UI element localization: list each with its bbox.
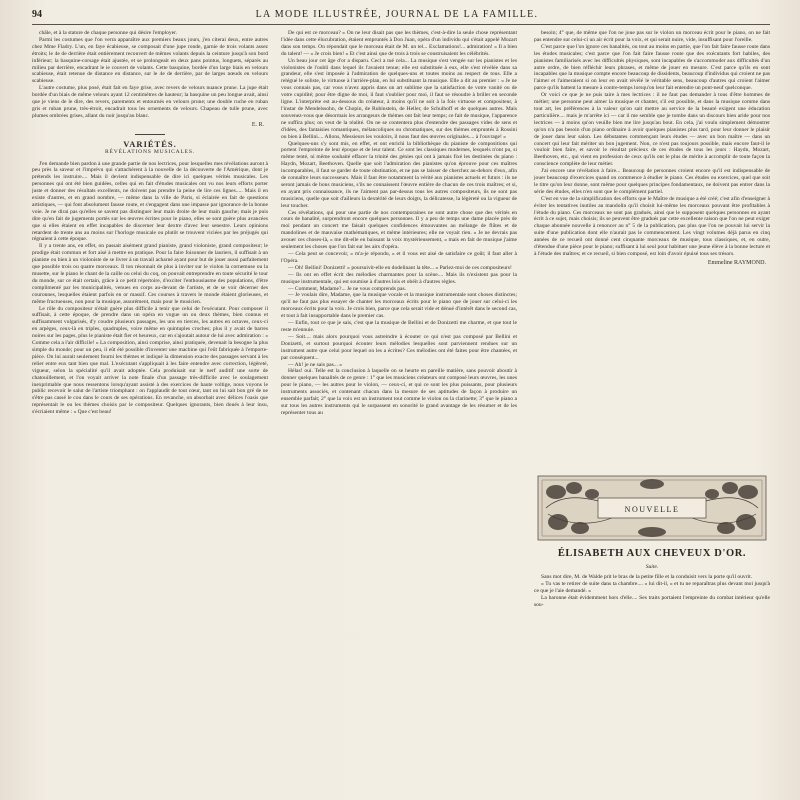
paragraph: — Oh! Bellini! Donizetti! » poursuivit-elle en dodelinant la tête... « Parlez-moi de ces compositeurs! <box>288 264 512 271</box>
paragraph: Quelques-uns s'y sont mis, en effet, et ont enrichi la bibliothèque du pianiste de compositions qui portent l'empreinte de leur époque et de leur talent. Ce sont les classiques modernes, lesquels n'ont pu, si même tenté, ni même souhaité effacer la trinité des génies qui ont à jamais fixé les destinées du piano : Haydn, Mozart, Beethoven. Quelle que soit l'admiration des pianistes qu'on éprouve pour ces maîtres incomparables, il faut se garder de toute obstination, et ne pas se laisser de cherchez au-dehors d'eux, afin de connaître leurs successeurs. Mais il faut être notamment la vérité aux pianistes actuels et futurs : ils ne seront jamais de bons musiciens, s'ils ne connaissent l'œuvre entière de chacun de ces trois maîtres; et si, en ayant pris connaissance, ils ne l'aiment pas par-dessus tous les autres compositeurs, ils ne sont pas musiciens, quelle que soit d'ailleurs la dextérité de leurs doigts, la délicatesse, la légèreté ou la vigueur de leur toucher. <box>281 140 517 209</box>
paragraph: — Soit.... mais alors pourquoi vous astreindre à écouter ce qui n'est pas composé par Bellini et Donizetti, et surtout pourquoi écouter leurs mélodies lesquelles sont parviennent rendues sur un instrument autre que celui pour lequel on les a écrites? Ces mélodies ont été faites pour être chantées, et par conséquent... <box>281 333 517 361</box>
column-3 <box>534 30 770 485</box>
page-header <box>32 4 770 24</box>
paragraph: Hélas! oui. Telle est la conclusion à laquelle on se heurte en pareille matière, sans pouvoir aboutir à donner quelques banalités de ce genre : 1° que les musiciens créateurs ont composé leurs œuvres, les unes pour le piano, — les autres pour le violon, — ceux-ci, et qui ce sont les plus puissants, pour plusieurs instruments associés, et contenant chacun dans la mesure de ses aptitudes de façon à produire un ensemble parfait; 2° que la voix est un instrument tout comme le violon ou la clarinette; 3° que le piano a sur tous les autres instruments qui le surpassent en sonorité le grand avantage de les résumer et de les représenter tous au <box>281 368 517 416</box>
paragraph: Or voici ce que je ne puis taire à mes lectrices : il ne faut pas demander à tous d'être hommes de métier; une personne peut aimer la musique et chanter, s'il est possible, et dans la musique comme dans tout art, les préférences à la valeur qu'on sait mettre au service de la beauté exigent une éducation particulière.... mais je m'arrête ici — car il me semble que je tombe dans un discours bien aride pour nos lectrices — à moins qu'on veuille bien me lire jusqu'au bout. En cela, j'ai voulu simplement démontrer qu'on n'a pas besoin d'un piano ordinaire à avoir quelques pianistes plus tard, pour leur donner le plaisir de jouer dans leur salon. Les débutantes commençant leurs études — avec un bon maître — dans un concert qui leur fait mériter un bon jugement. Non, ce n'est pas toujours possible, mais encore faut-il le vouloir bien faire, et savoir le résultat précieux de ces études de tous les jours : Haydn, Mozart, Beethoven, etc., qui vient en profession de ceux qu'ils ont le plus de mérite à accomplir de toute façon la conscience complète de leur métier. <box>534 92 770 168</box>
paragraph: — Je voulais dire, Madame, que la musique vocale et la musique instrumentale sont choses distinctes; qu'il ne faut pas plus essayer de chanter les morceaux écrits pour le piano que de jouer sur celui-ci les morceaux écrits pour la voix. Je crois bien, parce que cela serait vide et dénué d'intérêt dans le second cas, et tout à fait insupportable dans le premier cas. <box>281 292 517 320</box>
paragraph: — Enfin, tout ce que je sais, c'est que la musique de Bellini et de Donizetti me charme, et que tout le reste m'ennuie. <box>281 320 517 333</box>
paragraph: L'autre costume, plus posé, était fait en faye grise, avec revers de velours nuance prune. La jupe était bordée d'un biais de même velours ayant 12 centimètres de hauteur; la basquine un peu longue avait, ainsi que je viens de le dire, des revers, parements et entournés en velours prune; une double ruche en ruban gris et ruban prune, très-étroit, encadrait tous les ornements de velours. Chapeau de tulle prune, avec plumes ombrées grises, allant du noir jusqu'au blanc. <box>32 85 268 119</box>
paragraph: — Ah! je ne sais pas... » <box>288 361 343 368</box>
paragraph: Un beau jour cet âge d'or a disparu. Ceci a tué cela... La musique s'est vengée sur les pianistes et les violonistes de l'oubli dans lequel ils l'avaient tenue; elle est substituée à eux, elle s'est révélée dans sa grandeur, elle s'est imposée à l'admiration de quelques-uns et toutes moins au respect de tous. Elle a relégué le soliste, le virtuose à l'arrière-plan, en lui substituant la musique. Elle a dit au premier : « Je ne vous connais pas, car vous n'avez appris dans un art sublime que la satisfaction de votre vanité ou de votre cupidité; pour être digne de moi, il faut s'oublier pour moi, il faut se résoudre à briller en seconde ligne. L'interprète est au-dessous du créateur, à moins qu'il ne soit à la fois virtuose et compositeur, à l'instar de Mendelssohn, de Chopin, de Rubinstein, de Heller, de Schulhoff et de quelques autres. Mais souvenez-vous que désormais les arrangeurs de thèmes ont fait leur temps; ce fait de musique, l'apparence ne suffira plus; on veut de la réalité. On ne se contentera plus d'entendre des passages vides de sens et d'idées, des fantaisies romantiques, mélancoliques ou chromatiques, sur des thèmes empruntés à Rossini ou bien à Bellini.... Allons, Messieurs les vouloirs, il nous faut des œuvres originales.... à l'ouvrage! » <box>281 57 517 140</box>
paragraph: C'est parce que l'on ignore ces banalités, ou tout au moins en partie, que l'on fait faire fausse route dans les études musicales; c'est parce que l'on fait faire fausse route que des exécutants fort habiles, des pianistes familiarisés avec les difficultés physiques, sont incapables de s'accommoder aux difficultés d'un autre ordre, de bien réfléchir leurs phrases, et même de jouer en mesure. C'est parce qu'ils en sont incapables que la musique compte encore beaucoup de dissidents, beaucoup d'individus qui croient ne pas l'aimer et l'aimeraient si on leur en avait révélé le véritable sens, beaucoup d'autres qui croient l'aimer parce qu'ils battent la mesure à contre-temps lorsqu'on leur fait entendre un pont-neuf quelconque. <box>534 43 770 92</box>
paragraph: — Comment, Madame?... Je ne vous comprends pas. <box>288 285 407 292</box>
separator-rule <box>135 134 165 135</box>
column-2 <box>281 30 517 790</box>
paragraph: châle, et à la stature de chaque personne qui désire l'employer. <box>39 30 178 36</box>
paragraph: C'est en vue de la simplification des efforts que le Maître de musique a été créé; c'est afin d'enseigner à éviter les tentatives inutiles au mandolin qu'il choisit lui-même les morceaux pouvant être profitables à l'étude du piano. Ces morceaux ne sont pas gradués, ainsi que le supposent quelques personnes en ayant écrit à ce sujet, mais choisis; ils se peuvent être gradués par cette excellente raison que l'on ne peut exiger chaque abonnée nouvelle à renoncer au n° 5 de la publication, pas plus que l'on ne pouvait lui servir la suite d'une publication dont elle n'aurait pas le commencement. Les vingt volumes déjà parus en cinq années de ce recueil ont donné cent cinquante morceaux de musique, tous classiques, et, en outre, d'étendue d'une pièce pour le piano; suffisant à lui seul pour habituer une jeune élève à la bonne lecture et à l'étude des maîtres; et ce recueil, si bien composé, est loin d'avoir épuisé tous ses trésors. <box>534 195 770 257</box>
paragraph: « Tu vas te retirer de suite dans ta chambre.... » lui dit-il, « et tu ne reparaîtras plus devant moi jusqu'à ce que je l'aie demandé. » <box>534 580 770 594</box>
nouvelle-ornament <box>536 470 768 544</box>
header-rule <box>32 24 770 25</box>
story-subtitle: Suite. <box>645 564 659 570</box>
paragraph: De qui est ce morceau? » On ne leur disait pas que les thèmes, c'est-à-dire la seule chose représentant l'idée dans cette élucubration, étaient empruntés à Don Juan, opéra d'un individu qui s'était appelé Mozart dans son temps. On répondait que le morceau était de M. un tel... Exclamations!... admiration! « Il a bien du talent! — « Je crois bien! » Et c'est ainsi que de trois à trois se construisaient les célébrités. <box>281 30 517 57</box>
paragraph: Parmi les costumes que l'on verra apparaître aux premiers beaux jours, j'en citerai deux, entre autres chez Mme Fladry. L'un, en faye écabieuse, se composait d'une jupe ronde, garnie de trois volants assez étroits; le 4e de derrière était entièrement recouvert de mêmes volants depuis la ceinture jusqu'à son bord inférieur; la basquine-corsage était ajustée, et se prolongeait en deux pans pointus, longuets, séparés au milieu par derrière, encadrant le ie couvert de volants. Cette basquine, bordée d'un large biais en velours scabieuse, était retenue de distance en distance, sur le 4e de derrière, par de larges nœuds en velours scabieuse. <box>32 36 268 85</box>
paragraph: besoin; 4° que, de même que l'on ne joue pas sur le violon un morceau écrit pour le piano, on ne fait pas entendre sur celui-ci un air écrit pour la voix, et qui serait nuire, vide, insuffisant pour l'oreille. <box>534 30 770 43</box>
section-subtitle: RÉVÉLATIONS MUSICALES. <box>104 148 195 155</box>
article-signature: Emmeline RAYMOND. <box>707 259 766 266</box>
column-1 <box>32 30 268 790</box>
story-body <box>534 574 770 784</box>
paragraph: — Ils ont en effet écrit des mélodies charmantes pour la scène.... Mais ils n'existent pas pour la musique instrumentale, qui est soumise à d'autres lois et obéit à d'autres règles. <box>281 271 517 285</box>
story-title: ÉLISABETH AUX CHEVEUX D'OR. <box>557 548 747 559</box>
paragraph: J'ai encore une révélation à faire... Beaucoup de personnes croient encore qu'il est indispensable de jouer beaucoup d'exercices quand on commence à étudier le piano. Ces études ou exercices, quel que soit le titre qu'on leur donne, sont même pour quelques principes fondamentaux, ne doivent pas entrer dans la série des études, elles n'en sont que le complément partiel. <box>534 168 770 195</box>
paragraph: — Cela peut se concevoir, » m'a-je répondu, « et il vous est aisé de satisfaire ce goût; il faut aller à l'Opéra. <box>281 251 517 264</box>
paragraph: J'en demande bien pardon à une grande partie de nos lectrices, pour lesquelles mes révélations auront à peu près la saveur et l'imprévu qui s'attachèrent à la nouvelle de la découverte de l'Amérique, dont je prétends les instruire.... Mais il devient indispensable de dire ici quelques vérités musicales. Les personnes qui ont été bien guidées, celles qui en fait d'études musicales ont vu nos leurs efforts porter juste et donner des résultats excellents, ne doivent pas prendre la peine de lire ces lignes..... Mais il en existe d'autres, et en grand nombre, — même dans la ville de Paris, si éclairée en fait de questions artistiques, — qui font absolument fausse route, et s'engagent dans une impasse par ignorance de la bonne voie. Je ne dirai pas qu'elles se savent pas distinguer leur main droite de leur main gauche; mais je puis dire qu'en fait de jugements portés sur les œuvres écrites pour le piano, elles se sont guère plus avancées que si elles étaient en effet incapables de discerner leur dextre d'avec leur senestre. Leurs opinions retardent de trente ans au moins sur l'horloge musicale ou plutôt se trouvent viciées par les préjugés qui régnaient à cette époque. <box>32 160 268 243</box>
paragraph: Ces révélations, qui pour une partie de nos contemporaines ne sont autre chose que des vérités en cours de banalité, surprendront encore quelques personnes. Il y a peu de temps une dame placée près de moi pendant un concert me faisait quelques confidences émouvantes au mélange de flûtes et de mandolines et de mauvaise mathématiques, et même intérieures; elle ne voyait rien. « Je ne devrais pas avouer ces choses-là, » me dit-elle en baissant la voix mystérieusement, « mais en fait de musique j'aime seulement les choses que l'on fait sur les airs d'opéra. <box>281 209 517 251</box>
paragraph: La baronne était évidemment hors d'elle.... Ses traits portaient l'empreinte du combat intérieur qu'elle sou- <box>534 594 770 608</box>
nouvelle-label: NOUVELLE <box>624 505 680 514</box>
running-title: LA MODE ILLUSTRÉE, JOURNAL DE LA FAMILLE. <box>255 8 539 20</box>
fashion-signature: E. R. <box>251 121 264 128</box>
floral-banner-illustration <box>536 470 768 544</box>
section-title: VARIÉTÉS. <box>123 138 177 149</box>
paragraph: Il y a trente ans, en effet, on passait aisément grand pianiste, grand violoniste, grand compositeur; le prodige était commun et fort aisé à mettre en pratique. Pour la faire foisonner de lauriers, il suffisait à un pianiste ou bien à un violoniste de se livrer à un travail acharné ayant pour but de jouer aussi parfaitement que possible trois ou quatre morceaux. Il ton résonnait de plus à inviter sur le violon la cornemuse ou la musette, sur le piano le chant de la caille ou celui du coq, on pouvait entreprendre en toute sécurité le tour du monde, sur ce était certain, grâce à ce petit répertoire, d'exciter l'enthousiasme des populations, d'être complimenté par les municipalités, venues en corps au-devant de l'artiste, et de se voir décerner des couronnes, lesquelles étaient parfois en or massif. Ces courses à travers le monde étaient glorieuses, et même fructueuses, non pour la musique, assurément, mais pour le musicien. <box>32 243 268 305</box>
paragraph: Le rôle du compositeur n'était guère plus difficile à tenir que celui de l'exécutant. Pour composer il suffisait, à cette époque, de prendre dans un opéra en vogue un ou deux thèmes, bien connus et suffisamment vulgarisés, d'y coudre plusieurs passages, les uns en tierces, les autres en octaves, ceux-ci en arpèges, ceux-là en triples, quadruples, voire même en quintuples croches; plus il y avait de barres noires sur les pages, plus le pianiste était fier et heureux, car en s'ajoutait autour de lui avec admiration : « Comme cela a l'air difficile! » La composition, ainsi comprise, ainsi pratiquée, devenait la besogne la plus simple du monde; pour un peu, il eût été possible d'inventer une machine qui l'eût fabriquée à l'emporte-pièce. On lui aurait seulement fourni les thèmes et indiqué la dimension exacte des passages servant à les relier entre eux tant bien que mal. L'exécutant s'appliquait à les faire entendre avec correction, légèreté, vigueur, selon la spécialité qu'il avait adoptée. Cela produisait sur le nerf auditif une sorte de chatouillement, et l'on voyait arriver la note finale d'un passage très-difficile avec le soulagement inexprimable que nous ressentons lorsqu'ayant assisté à des exercices de haute voltige, nous voyons le public recevoir le salut de l'artiste triomphant : on l'applaudit de tout cœur, tant on lui sait bon gré de ne s'être pas cassé le cou dans le cours de ses opérations. En revanche, on absorbait avec délices l'oasis que représentait le ou les thèmes choisis par le compositeur. Quelques ignorants, bien doués à leur insu, s'écriaient même : « Que c'est beau! <box>32 305 268 416</box>
paragraph: Sans mot dire, M. de Walde prit le bras de la petite fille et la conduisit vers la porte qu'il ouvrit. <box>541 574 753 580</box>
page-number: 94 <box>32 8 42 20</box>
